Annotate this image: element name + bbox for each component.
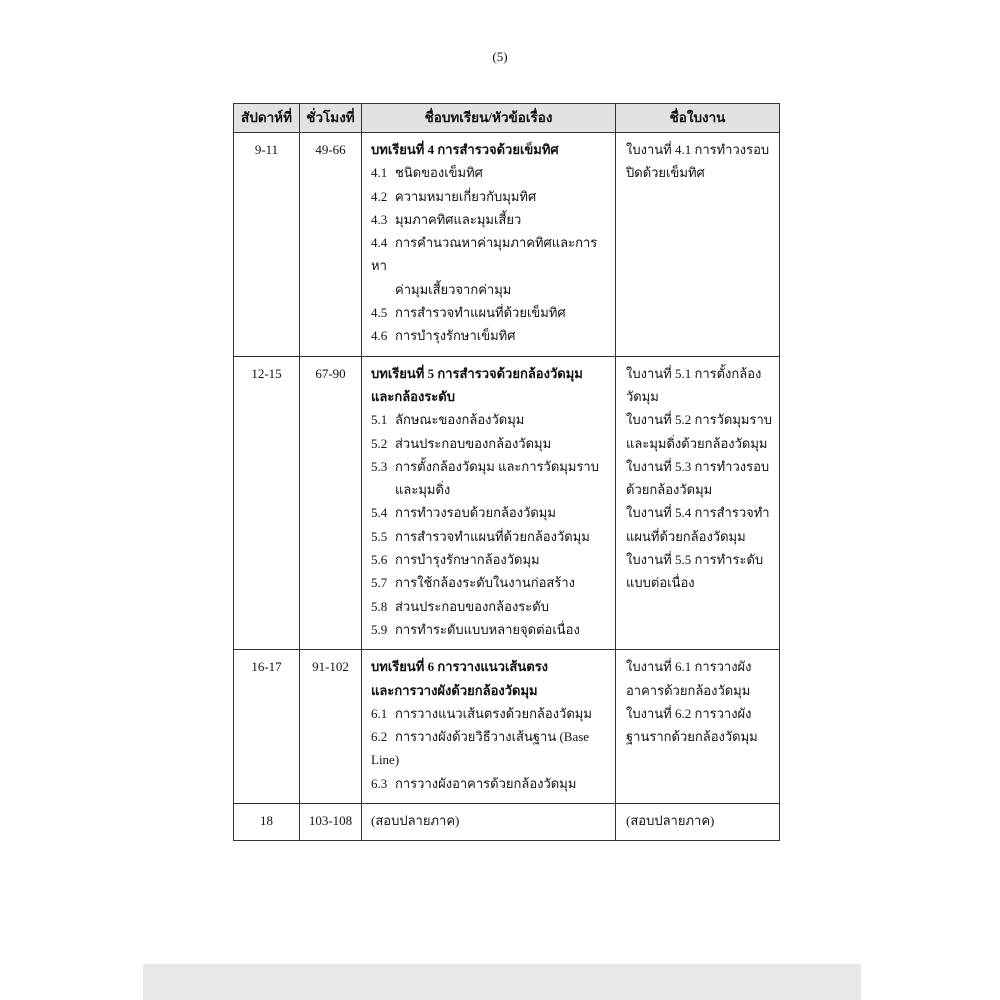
week-cell: 16-17 [234,650,300,804]
worksheet-line: อาคารด้วยกล้องวัดมุม [626,682,751,698]
topic-item-text: การคำนวณหาค่ามุมภาคทิศและการหา [371,235,598,274]
topic-item [371,324,611,347]
topic-item-number: 4.6 [371,328,388,344]
topic-item-text: การสำรวจทำแผนที่ด้วยกล้องวัดมุม [395,528,590,544]
topic-item-number: 4.2 [371,188,388,204]
topic-item [371,702,611,725]
table-row [234,804,780,841]
hours-cell: 91-102 [300,650,362,804]
topic-item-number: 5.7 [371,575,388,591]
topic-item [371,231,611,301]
topic-item-text: การใช้กล้องระดับในงานก่อสร้าง [395,575,575,591]
topic-item [371,301,611,324]
footer-band [143,964,861,1000]
topic-item [371,208,611,231]
page-number: (5) [492,49,508,64]
lesson-title: และการวางผังด้วยกล้องวัดมุม [371,682,538,698]
topic-item-text: การทำระดับแบบหลายจุดต่อเนื่อง [395,621,580,637]
topic-item [371,595,611,618]
topic-item-number: 5.5 [371,528,388,544]
lesson-topic-cell [362,356,616,650]
topic-item [371,618,611,641]
worksheet-line: ใบงานที่ 4.1 การทำวงรอบ [626,142,770,157]
worksheet-cell [616,356,780,650]
worksheet-line: และมุมดิ่งด้วยกล้องวัดมุม [626,435,768,451]
course-schedule-table [233,103,780,841]
worksheet-line: ปิดด้วยเข็มทิศ [626,165,705,181]
worksheet-line: ใบงานที่ 6.2 การวางผัง [626,705,752,721]
week-cell: 18 [234,804,300,841]
header-lesson-topic: ชื่อบทเรียน/หัวข้อเรื่อง [362,104,616,133]
topic-item-text: ชนิดของเข็มทิศ [395,165,483,181]
week-cell: 12-15 [234,356,300,650]
topic-item-number: 5.6 [371,552,388,568]
header-worksheet: ชื่อใบงาน [616,104,780,133]
topic-item [371,501,611,524]
lesson-topic-cell [362,650,616,804]
header-week: สัปดาห์ที่ [234,104,300,133]
topic-item-number: 6.1 [371,705,388,721]
worksheet-line: แผนที่ด้วยกล้องวัดมุม [626,528,746,544]
topic-item-number: 4.4 [371,235,388,251]
topic-item [371,571,611,594]
topic-item [371,185,611,208]
worksheet-line: ฐานรากด้วยกล้องวัดมุม [626,729,758,745]
hours-cell: 49-66 [300,133,362,357]
header-hours: ชั่วโมงที่ [300,104,362,133]
table-row [234,356,780,650]
topic-item [371,772,611,795]
lesson-title: และกล้องระดับ [371,388,455,404]
topic-item [371,161,611,184]
worksheet-line: แบบต่อเนื่อง [626,575,695,591]
topic-item [371,525,611,548]
worksheet-line: ด้วยกล้องวัดมุม [626,482,713,498]
worksheet-line: ใบงานที่ 5.3 การทำวงรอบ [626,458,770,474]
topic-item-text: การวางผังอาคารด้วยกล้องวัดมุม [395,775,577,791]
topic-item-number: 6.3 [371,775,388,791]
topic-item-number: 5.2 [371,435,388,451]
topic-item-number: 4.5 [371,305,388,321]
topic-item-number: 5.1 [371,412,388,428]
worksheet-line: ใบงานที่ 5.4 การสำรวจทำ [626,505,770,521]
topic-item-continuation: และมุมดิ่ง [395,482,451,498]
topic-item-text: การทำวงรอบด้วยกล้องวัดมุม [395,505,556,521]
topic-item-continuation: ค่ามุมเสี้ยวจากค่ามุม [395,281,512,297]
topic-item-text: การบำรุงรักษากล้องวัดมุม [395,552,540,568]
lesson-title: บทเรียนที่ 5 การสำรวจด้วยกล้องวัดมุม [371,365,583,381]
worksheet-cell [616,133,780,357]
topic-item-number: 6.2 [371,729,388,745]
topic-item-text: ส่วนประกอบของกล้องวัดมุม [395,435,552,451]
topic-item [371,548,611,571]
topic-item-number: 4.1 [371,165,388,181]
topic-item-number: 5.9 [371,621,388,637]
topic-item-text: การสำรวจทำแผนที่ด้วยเข็มทิศ [395,305,566,321]
topic-item-text: ส่วนประกอบของกล้องระดับ [395,598,549,614]
lesson-title: บทเรียนที่ 6 การวางแนวเส้นตรง [371,659,549,675]
worksheet-cell [616,650,780,804]
table-row [234,133,780,357]
topic-item-number: 5.3 [371,458,388,474]
topic-item [371,725,611,772]
topic-item-text: ลักษณะของกล้องวัดมุม [395,412,525,428]
topic-item-text: ความหมายเกี่ยวกับมุมทิศ [395,188,537,204]
topic-item [371,408,611,431]
hours-cell: 103-108 [300,804,362,841]
topic-item-text: การตั้งกล้องวัดมุม และการวัดมุมราบ [395,458,599,474]
topic-item-number: 4.3 [371,211,388,227]
worksheet-line: ใบงานที่ 6.1 การวางผัง [626,659,752,675]
topic-text: (สอบปลายภาค) [371,813,460,829]
week-cell: 9-11 [234,133,300,357]
topic-item-text: มุมภาคทิศและมุมเสี้ยว [395,211,522,227]
topic-item-number: 5.4 [371,505,388,521]
lesson-topic-cell [362,133,616,357]
topic-item-text: การวางแนวเส้นตรงด้วยกล้องวัดมุม [395,705,592,721]
topic-item [371,432,611,455]
header-row [234,104,780,133]
hours-cell: 67-90 [300,356,362,650]
lesson-topic-cell [362,804,616,841]
worksheet-line: วัดมุม [626,388,659,404]
worksheet-line: ใบงานที่ 5.1 การตั้งกล้อง [626,365,762,381]
worksheet-line: ใบงานที่ 5.5 การทำระดับ [626,552,764,568]
worksheet-line: ใบงานที่ 5.2 การวัดมุมราบ [626,412,773,428]
topic-item-text: การบำรุงรักษาเข็มทิศ [395,328,516,344]
worksheet-cell [616,804,780,841]
topic-item-text: การวางผังด้วยวิธีวางเส้นฐาน (Base Line) [371,729,590,768]
table-row [234,650,780,804]
topic-item-number: 5.8 [371,598,388,614]
topic-item [371,455,611,502]
lesson-title: บทเรียนที่ 4 การสำรวจด้วยเข็มทิศ [371,142,559,157]
worksheet-line: (สอบปลายภาค) [626,813,715,829]
